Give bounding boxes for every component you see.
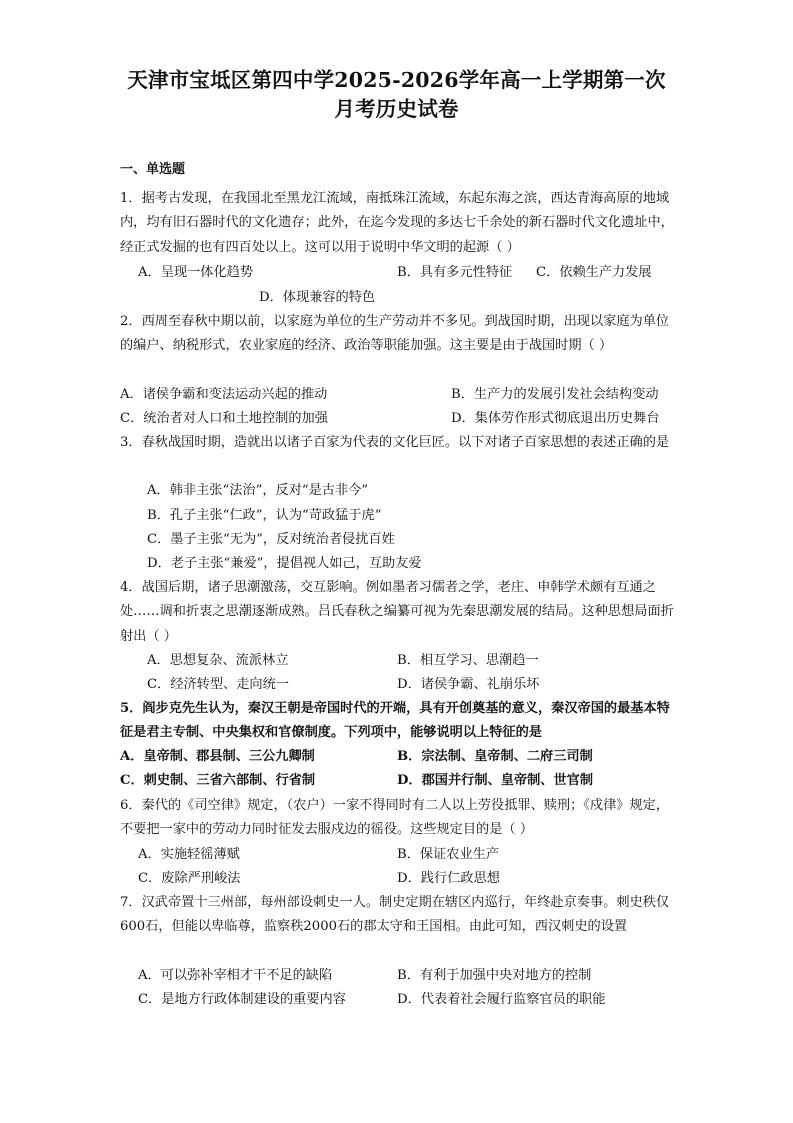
question-stem: 2．西周至春秋中期以前，以家庭为单位的生产劳动并不多见。到战国时期，出现以家庭为单位的编户、纳税形式，农业家庭的经济、政治等职能加强。这主要是由于战国时期（ ）: [120, 314, 670, 354]
option-b: B．宗法制、皇帝制、二府三司制: [397, 749, 593, 764]
title-line-1: 天津市宝坻区第四中学2025-2026学年高一上学期第一次: [127, 68, 666, 92]
option-b: B．生产力的发展引发社会结构变动: [451, 387, 659, 402]
option-c: C．墨子主张“无为”，反对统治者侵扰百姓: [147, 532, 395, 547]
option-a: A．思想复杂、流派林立: [147, 653, 289, 668]
option-c: C．刺史制、三省六部制、行省制: [120, 773, 316, 788]
question-3: [120, 431, 675, 455]
question-stem: 6．秦代的《司空律》规定，（农户）一家不得同时有二人以上劳役抵罪、赎刑；《戍律》规定，不要把一家中的劳动力同时征发去服戍边的徭役。这些规定目的是（ ）: [120, 798, 670, 838]
option-c: C．经济转型、走向统一: [147, 677, 289, 692]
question-1: [120, 187, 675, 260]
question-stem: 7．汉武帝置十三州部，每州部设刺史一人。制史定期在辖区内巡行，年终赴京奏事。刺史秩仅600石，但能以卑临尊，监察秩2000石的郡太守和王国相。由此可知，西汉刺史的设置: [120, 895, 670, 935]
option-b: B．孔子主张“仁政”，认为“苛政猛于虎”: [147, 508, 382, 523]
question-2: [120, 310, 675, 359]
option-b: B．相互学习、思潮趋一: [397, 653, 539, 668]
question-4: [120, 576, 675, 649]
option-c: C．统治者对人口和土地控制的加强: [120, 411, 328, 426]
option-c: C．是地方行政体制建设的重要内容: [138, 992, 346, 1007]
question-stem: 1．据考古发现，在我国北至黑龙江流域，南抵珠江流域，东起东海之滨，西达青海高原的地域内，均有旧石器时代的文化遗存；此外，在迄今发现的多达七千余处的新石器时代文化遗址中，经正式发掘的也有四百处以上。这可以用于说明中华文明的起源（ ）: [120, 191, 674, 255]
option-a: A．可以弥补宰相才干不足的缺陷: [138, 968, 333, 983]
option-d: D．体现兼容的特色: [259, 290, 376, 305]
exam-title: [0, 66, 793, 124]
option-a: A．呈现一体化趋势: [138, 265, 254, 280]
question-stem: 5．阎步克先生认为，秦汉王朝是帝国时代的开端，具有开创奠基的意义，秦汉帝国的最基本特征是君主专制、中央集权和官僚制度。下列项中，能够说明以上特征的是: [120, 701, 670, 741]
option-d: D．郡国并行制、皇帝制、世官制: [397, 773, 594, 788]
option-a: A．皇帝制、郡县制、三公九卿制: [120, 749, 315, 764]
option-d: D．践行仁政思想: [397, 871, 500, 886]
section-heading: 一、单选题: [120, 162, 186, 177]
question-stem: 3．春秋战国时期，造就出以诸子百家为代表的文化巨匠。以下对诸子百家思想的表述正确的是: [120, 435, 670, 450]
option-a: A．韩非主张“法治”，反对“是古非今”: [147, 483, 369, 498]
option-d: D．代表着社会履行监察官员的职能: [397, 992, 606, 1007]
option-d: D．集体劳作形式彻底退出历史舞台: [451, 411, 660, 426]
option-b: B．有利于加强中央对地方的控制: [397, 968, 592, 983]
option-d: D．诸侯争霸、礼崩乐坏: [397, 677, 540, 692]
option-b: B．保证农业生产: [397, 847, 500, 862]
title-line-2: 月考历史试卷: [334, 97, 459, 121]
option-c: C．依赖生产力发展: [536, 265, 652, 280]
question-7: [120, 891, 675, 940]
option-d: D．老子主张“兼爱”，提倡视人如己，互助友爱: [147, 556, 422, 571]
question-stem: 4．战国后期，诸子思潮激荡，交互影响。例如墨者习儒者之学，老庄、申韩学术颇有互通之处……调和折衷之思潮逐渐成熟。吕氏春秋之编纂可视为先秦思潮发展的结局。这种思想局面折射出（ ）: [120, 580, 674, 644]
option-a: A．诸侯争霸和变法运动兴起的推动: [120, 387, 328, 402]
question-6: [120, 794, 675, 843]
option-a: A．实施轻徭薄赋: [138, 847, 240, 862]
question-5: [120, 697, 675, 746]
option-b: B．具有多元性特征: [397, 265, 513, 280]
option-c: C．废除严刑峻法: [138, 871, 241, 886]
